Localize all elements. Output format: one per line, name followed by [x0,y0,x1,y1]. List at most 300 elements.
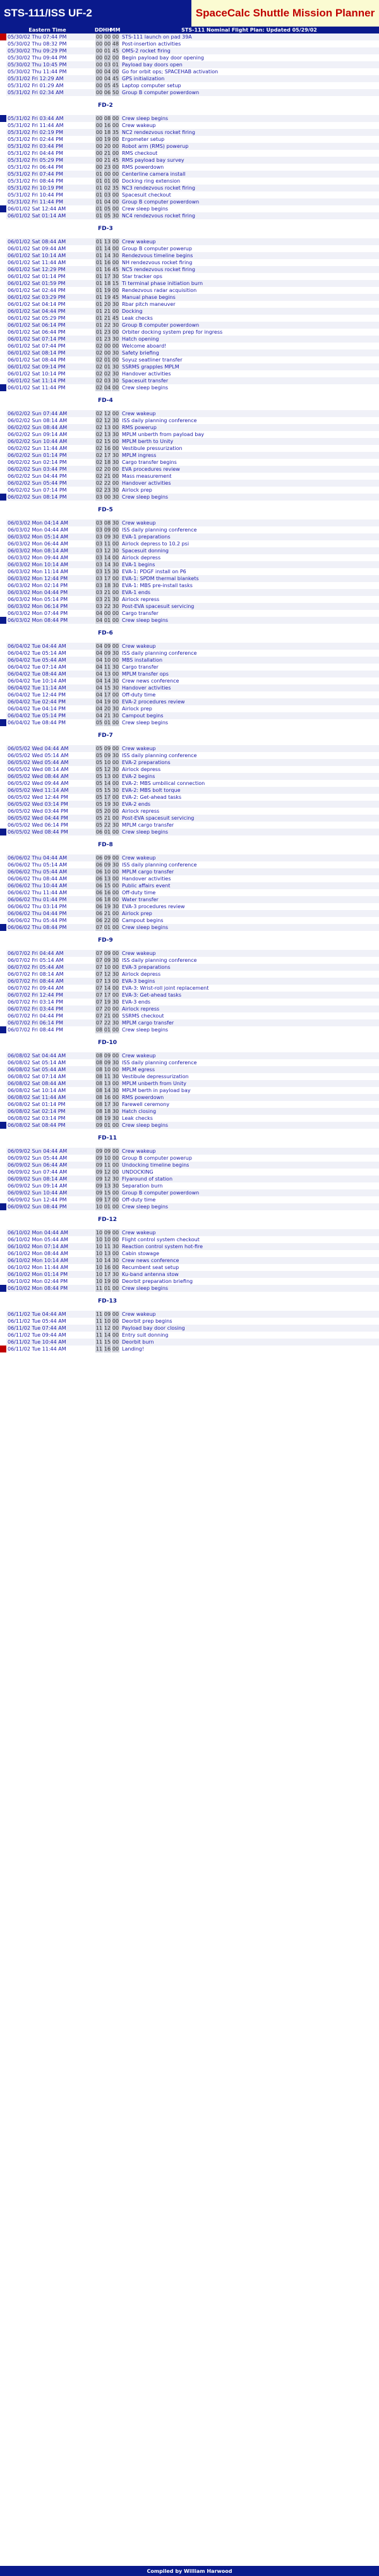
event-time: 05/31/02 Fri 10:44 PM [8,192,63,198]
event-minute: 30 [112,1102,119,1107]
timeline-marker [0,745,6,752]
event-description: EVA-2 preparations [122,760,171,765]
event-time: 06/01/02 Sat 10:14 PM [8,371,66,377]
event-description: NC4 rendezvous rocket firing [122,213,195,219]
event-minute: 30 [112,274,119,279]
event-day: 08 [95,1115,103,1121]
event-time: 06/03/02 Mon 06:14 PM [8,604,68,609]
event-minute: 30 [112,1074,119,1079]
event-minute: 30 [112,1060,119,1066]
event-hour: 12 [104,1169,111,1175]
event-minute: 45 [112,295,119,300]
timeline-marker [0,1005,6,1012]
event-hour: 14 [104,1258,111,1263]
event-minute: 00 [112,246,119,252]
event-minute: 00 [112,883,119,889]
event-day: 11 [95,1311,103,1317]
event-time: 06/04/02 Tue 10:14 AM [8,678,66,684]
event-day: 02 [95,466,103,472]
event-row [0,1101,379,1108]
timeline-marker [0,205,6,212]
event-minute: 00 [112,1006,119,1012]
event-row [0,336,379,343]
event-description: Campout begins [122,918,164,923]
event-description: Group B computer powerdown [122,1190,200,1196]
timeline-marker [0,533,6,540]
event-hour: 11 [104,1244,111,1249]
event-row [0,1026,379,1033]
event-day: 01 [95,192,103,198]
event-minute: 00 [112,774,119,779]
event-day: 03 [95,548,103,554]
timeline-marker [0,1182,6,1189]
event-hour: 00 [104,41,111,47]
event-minute: 00 [112,794,119,800]
event-hour: 10 [104,1318,111,1324]
event-hour: 19 [104,1279,111,1284]
event-day: 07 [95,999,103,1005]
event-row [0,1019,379,1026]
event-minute: 00 [112,1053,119,1059]
event-description: Rbar pitch maneuver [122,301,176,307]
event-hour: 01 [104,1122,111,1128]
event-description: EVA-3 procedures review [122,904,185,909]
event-time: 06/05/02 Wed 11:14 AM [8,787,69,793]
event-minute: 30 [112,1020,119,1026]
event-day: 00 [95,137,103,142]
event-description: Soyuz seatliner transfer [122,357,183,363]
event-description: Crew wakeup [122,1053,156,1059]
event-hour: 00 [104,611,111,616]
event-row [0,773,379,780]
timeline-marker [0,780,6,787]
event-time: 06/08/02 Sat 05:44 AM [8,1067,66,1072]
event-row [0,903,379,910]
event-hour: 09 [104,1230,111,1236]
event-day: 02 [95,453,103,458]
event-hour: 01 [104,720,111,726]
event-day: 07 [95,1020,103,1026]
event-day: 02 [95,343,103,349]
event-hour: 01 [104,178,111,184]
event-row [0,992,379,999]
event-description: NH rendezvous rocket firing [122,260,193,265]
event-row [0,657,379,664]
timeline-marker [0,1101,6,1108]
timeline-marker [0,671,6,677]
event-row [0,705,379,712]
event-time: 05/31/02 Fri 03:44 AM [8,116,64,121]
event-day: 06 [95,911,103,916]
event-row [0,780,379,787]
event-description: EVA procedures review [122,466,180,472]
timeline-marker [0,487,6,494]
event-hour: 01 [104,617,111,623]
event-day: 00 [95,41,103,47]
event-minute: 00 [112,480,119,486]
event-day: 11 [95,1339,103,1345]
event-day: 03 [95,562,103,568]
event-day: 05 [95,781,103,786]
timeline-marker [0,650,6,657]
event-row [0,617,379,624]
event-hour: 19 [104,999,111,1005]
event-hour: 04 [104,69,111,75]
event-day: 03 [95,534,103,540]
event-day: 04 [95,617,103,623]
event-time: 06/02/02 Sun 02:14 PM [8,459,67,465]
event-minute: 30 [112,904,119,909]
event-hour: 16 [104,123,111,128]
timeline-marker [0,150,6,157]
event-day: 04 [95,650,103,656]
timeline-marker [0,1176,6,1182]
event-minute: 30 [112,713,119,719]
event-minute: 30 [112,822,119,828]
event-time: 06/11/02 Tue 10:44 AM [8,1339,66,1345]
event-row [0,212,379,219]
event-hour: 10 [104,964,111,970]
event-hour: 13 [104,876,111,882]
event-day: 05 [95,753,103,758]
event-row [0,473,379,480]
event-time: 06/04/02 Tue 02:44 PM [8,699,66,705]
footer-credit: Compiled by William Harwood [0,2566,379,2576]
event-day: 00 [95,48,103,54]
event-day: 02 [95,487,103,493]
event-minute: 30 [112,801,119,807]
event-hour: 05 [104,206,111,212]
schedule [0,33,379,1352]
event-day: 09 [95,1183,103,1189]
event-hour: 13 [104,1183,111,1189]
timeline-marker [0,957,6,964]
event-row [0,801,379,808]
event-day: 07 [95,951,103,956]
event-hour: 10 [104,869,111,875]
timeline-marker [0,664,6,671]
event-row [0,1182,379,1189]
event-day: 00 [95,164,103,170]
event-list [0,643,379,726]
event-time: 06/01/02 Sat 12:29 PM [8,267,66,272]
event-description: Cargo transfer [122,664,159,670]
timeline-marker [0,868,6,875]
timeline-marker [0,1346,6,1352]
event-row [0,568,379,575]
timeline-marker [0,1073,6,1080]
event-hour: 19 [104,904,111,909]
flight-day-section [0,1129,379,1210]
event-minute: 00 [112,1346,119,1352]
event-minute: 00 [112,1122,119,1128]
event-hour: 04 [104,76,111,82]
event-day: 08 [95,1102,103,1107]
event-description: Deorbit preparation briefing [122,1279,193,1284]
event-description: EVA-2: MBS umbilical connection [122,781,205,786]
event-day: 04 [95,611,103,616]
event-row [0,1169,379,1176]
event-description: Rendezvous radar acquisition [122,288,197,293]
event-description: Off-duty time [122,692,156,698]
timeline-marker [0,875,6,882]
event-time: 06/02/02 Sun 04:44 PM [8,473,67,479]
event-minute: 00 [112,1013,119,1019]
event-description: EVA-1 ends [122,590,151,595]
event-row [0,1285,379,1292]
event-description: Crew wakeup [122,411,156,416]
timeline-marker [0,519,6,526]
event-time: 06/02/02 Sun 08:44 AM [8,425,68,430]
event-row [0,1012,379,1019]
event-row [0,322,379,329]
event-description: ISS daily planning conference [122,650,197,656]
timeline-marker [0,122,6,129]
timeline-marker [0,526,6,533]
event-day: 02 [95,385,103,391]
event-row [0,896,379,903]
event-description: Crew wakeup [122,643,156,649]
timeline-marker [0,1094,6,1101]
timeline-marker [0,1026,6,1033]
timeline-marker [0,596,6,603]
event-time: 06/05/02 Wed 06:14 PM [8,822,68,828]
event-row [0,1115,379,1122]
event-minute: 00 [112,329,119,335]
event-time: 06/01/02 Sat 07:14 PM [8,336,66,342]
event-minute: 00 [112,964,119,970]
event-row [0,384,379,391]
timeline-marker [0,917,6,924]
event-time: 06/07/02 Fri 08:14 AM [8,971,64,977]
event-minute: 00 [112,951,119,956]
event-description: Handover activities [122,480,171,486]
event-minute: 30 [112,1109,119,1114]
event-hour: 02 [104,55,111,61]
event-minute: 30 [112,520,119,526]
event-day: 01 [95,246,103,252]
event-time: 06/11/02 Tue 05:44 AM [8,1318,66,1324]
event-row [0,143,379,150]
event-minute: 48 [112,41,119,47]
event-description: Handover activities [122,685,171,691]
event-description: Airlock depress [122,767,161,772]
event-time: 06/08/02 Sat 03:14 PM [8,1115,66,1121]
event-day: 04 [95,685,103,691]
event-row [0,136,379,143]
event-minute: 00 [112,890,119,896]
timeline-marker [0,171,6,178]
event-hour: 17 [104,453,111,458]
event-list [0,1052,379,1129]
event-day: 11 [95,1285,103,1291]
event-row [0,815,379,822]
timeline-marker [0,603,6,610]
event-time: 06/08/02 Sat 05:14 AM [8,1060,66,1066]
timeline-marker [0,494,6,501]
event-time: 06/08/02 Sat 08:44 PM [8,1122,66,1128]
timeline-marker [0,198,6,205]
event-day: 01 [95,329,103,335]
event-hour: 15 [104,1339,111,1345]
event-minute: 30 [112,767,119,772]
event-row [0,1155,379,1162]
event-time: 06/04/02 Tue 05:14 AM [8,650,66,656]
event-description: NC5 rendezvous rocket firing [122,267,195,272]
event-minute: 00 [112,918,119,923]
event-description: SSRMS grapples MPLM [122,364,179,370]
event-description: EVA-3: Wrist-roll joint replacement [122,985,209,991]
event-minute: 00 [112,1095,119,1100]
event-row [0,889,379,896]
event-row [0,533,379,540]
timeline-marker [0,384,6,391]
event-hour: 12 [104,411,111,416]
event-description: Handover activities [122,876,171,882]
event-row [0,487,379,494]
timeline-marker [0,610,6,617]
event-hour: 06 [104,90,111,95]
timeline-marker [0,1148,6,1155]
event-description: Flyaround of station [122,1176,173,1182]
event-hour: 15 [104,685,111,691]
event-hour: 10 [104,1237,111,1242]
event-minute: 00 [112,1318,119,1324]
event-day: 02 [95,357,103,363]
event-time: 06/02/02 Sun 11:44 AM [8,446,68,451]
event-hour: 09 [104,957,111,963]
event-hour: 12 [104,971,111,977]
timeline-marker [0,924,6,931]
event-row [0,868,379,875]
event-hour: 13 [104,432,111,437]
event-time: 06/04/02 Tue 12:44 PM [8,692,66,698]
event-hour: 05 [104,83,111,88]
event-minute: 30 [112,378,119,384]
event-minute: 45 [112,157,119,163]
event-minute: 00 [112,925,119,930]
event-time: 06/05/02 Wed 09:44 AM [8,781,69,786]
event-minute: 00 [112,260,119,265]
event-hour: 17 [104,692,111,698]
event-hour: 04 [104,385,111,391]
event-time: 05/30/02 Thu 09:44 PM [8,55,67,61]
event-row [0,1325,379,1332]
event-description: Landing! [122,1346,145,1352]
event-hour: 15 [104,439,111,444]
event-minute: 00 [112,815,119,821]
event-hour: 09 [104,862,111,868]
event-row [0,664,379,671]
event-description: Go for orbit ops; SPACEHAB activation [122,69,219,75]
event-minute: 30 [112,604,119,609]
event-time: 06/01/02 Sat 03:29 PM [8,295,66,300]
event-minute: 30 [112,1115,119,1121]
event-row [0,540,379,547]
timeline-marker [0,712,6,719]
event-day: 09 [95,1148,103,1154]
event-minute: 30 [112,459,119,465]
event-description: Cargo transfer begins [122,459,177,465]
event-row [0,677,379,684]
event-day: 00 [95,76,103,82]
event-day: 01 [95,274,103,279]
event-minute: 00 [112,897,119,902]
event-day: 03 [95,494,103,500]
event-day: 08 [95,1109,103,1114]
event-time: 05/31/02 Fri 11:44 AM [8,123,64,128]
event-minute: 00 [112,617,119,623]
event-minute: 00 [112,343,119,349]
event-row [0,1278,379,1285]
event-minute: 00 [112,657,119,663]
event-row [0,363,379,370]
event-day: 08 [95,1081,103,1086]
event-time: 06/01/02 Sat 06:44 PM [8,329,66,335]
event-list [0,1229,379,1292]
event-day: 02 [95,350,103,356]
event-hour: 17 [104,274,111,279]
event-hour: 16 [104,1095,111,1100]
event-time: 06/01/02 Sat 01:14 AM [8,213,66,219]
event-hour: 20 [104,301,111,307]
event-description: Crew news conference [122,1258,179,1263]
event-hour: 01 [104,925,111,930]
timeline-marker [0,691,6,698]
event-list [0,410,379,501]
event-row [0,356,379,363]
timeline-marker [0,759,6,766]
event-hour: 09 [104,1148,111,1154]
event-time: 06/01/02 Sat 01:14 PM [8,274,66,279]
timeline-marker [0,191,6,198]
event-hour: 16 [104,1346,111,1352]
event-hour: 10 [104,1067,111,1072]
timeline-marker [0,480,6,487]
event-hour: 14 [104,562,111,568]
event-time: 06/01/02 Sat 04:14 PM [8,301,66,307]
timeline-marker [0,185,6,191]
event-day: 00 [95,62,103,68]
event-time: 06/01/02 Sat 05:29 PM [8,315,66,321]
event-hour: 01 [104,1285,111,1291]
event-time: 06/05/02 Wed 05:14 AM [8,753,69,758]
event-row [0,794,379,801]
event-hour: 01 [104,48,111,54]
event-minute: 00 [112,171,119,177]
event-day: 10 [95,1244,103,1249]
timeline-marker [0,854,6,861]
timeline-marker [0,1189,6,1196]
event-minute: 30 [112,583,119,588]
event-day: 06 [95,897,103,902]
event-description: RMS checkout [122,150,158,156]
timeline-marker [0,1169,6,1176]
event-row [0,343,379,349]
event-description: Laptop computer setup [122,83,181,88]
event-hour: 08 [104,520,111,526]
event-day: 07 [95,1013,103,1019]
event-hour: 13 [104,1081,111,1086]
event-description: Reaction control system hot-fire [122,1244,203,1249]
event-row [0,1339,379,1346]
event-row [0,752,379,759]
event-list [0,238,379,391]
timeline-marker [0,861,6,868]
event-minute: 00 [112,527,119,533]
event-time: 06/01/02 Sat 02:44 PM [8,288,66,293]
event-description: Crew sleep begins [122,206,169,212]
